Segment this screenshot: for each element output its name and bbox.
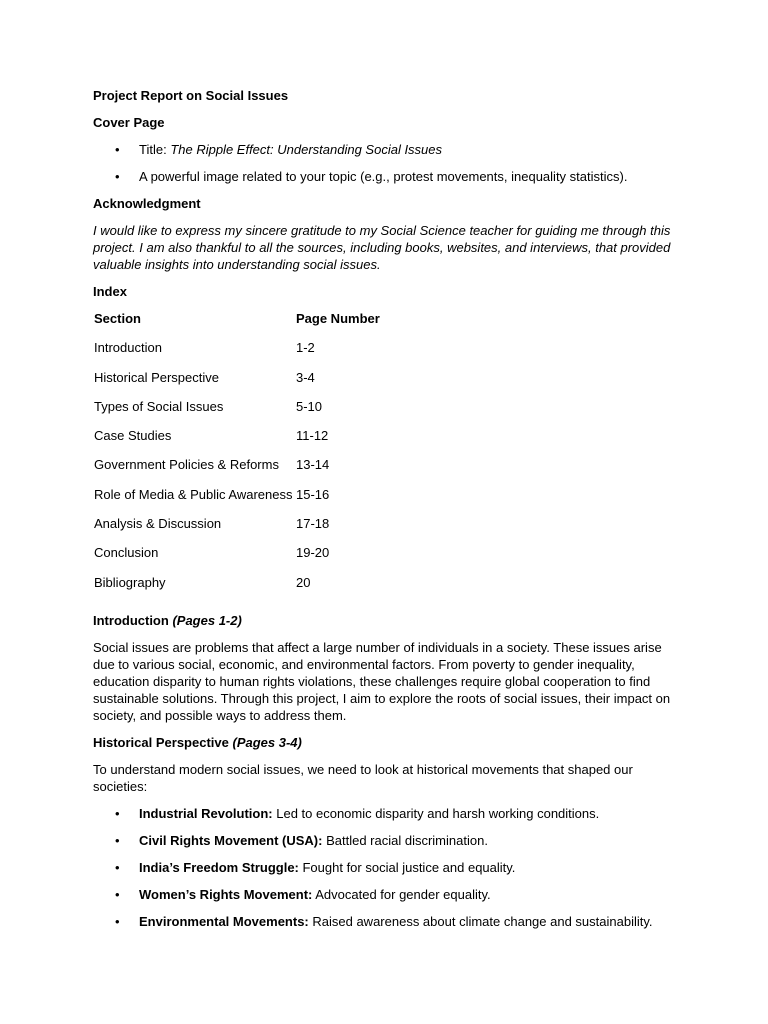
table-cell: 5-10 bbox=[296, 398, 323, 414]
history-item-desc: Raised awareness about climate change and sustainability. bbox=[308, 913, 653, 929]
introduction-heading-text: Introduction bbox=[93, 612, 169, 628]
table-cell: 17-18 bbox=[296, 516, 330, 532]
list-item bbox=[93, 913, 683, 930]
list-item bbox=[93, 859, 683, 876]
history-heading-text: Historical Perspective bbox=[93, 734, 229, 750]
history-item-desc: Fought for social justice and equality. bbox=[298, 859, 516, 875]
table-cell: 3-4 bbox=[296, 369, 315, 385]
history-item-term: India’s Freedom Struggle: bbox=[139, 859, 299, 875]
bullet: • bbox=[115, 913, 120, 929]
history-item-term: Environmental Movements: bbox=[139, 913, 309, 929]
introduction-pages: (Pages 1-2) bbox=[172, 612, 242, 628]
bullet: • bbox=[115, 832, 120, 848]
column-header: Section bbox=[94, 311, 141, 326]
table-cell: Introduction bbox=[94, 340, 162, 356]
bullet: • bbox=[115, 169, 120, 184]
table-header-row bbox=[94, 310, 416, 339]
history-pages: (Pages 3-4) bbox=[232, 734, 302, 750]
history-item-desc: Advocated for gender equality. bbox=[312, 886, 491, 902]
document-title: Project Report on Social Issues bbox=[93, 88, 289, 103]
table-cell: Types of Social Issues bbox=[94, 398, 224, 414]
history-item-term: Civil Rights Movement (USA): bbox=[139, 832, 323, 848]
history-text: To understand modern social issues, we need to look at historical movements that shaped our societies: bbox=[93, 761, 633, 794]
table-row bbox=[94, 456, 416, 485]
list-item bbox=[93, 168, 683, 185]
table-cell: 13-14 bbox=[296, 457, 330, 473]
introduction-text: Social issues are problems that affect a large number of individuals in a society. These issues arise due to various social, economic, and environmental factors. From poverty to gender inequality, education disparity to human rights violations, these challenges require global cooperation to find sustainable solutions. Through this project, I aim to explore the roots of social issues, their impact on society, and possible ways to address them. bbox=[93, 639, 671, 723]
table-cell: Case Studies bbox=[94, 428, 172, 444]
bullet: • bbox=[115, 886, 120, 902]
list-item bbox=[93, 886, 683, 903]
acknowledgment-heading: Acknowledgment bbox=[93, 196, 201, 211]
document-body bbox=[93, 87, 683, 940]
table-row bbox=[94, 544, 416, 573]
table-cell: 19-20 bbox=[296, 545, 330, 561]
history-item-desc: Battled racial discrimination. bbox=[322, 832, 488, 848]
bullet: • bbox=[115, 142, 120, 157]
table-cell: Analysis & Discussion bbox=[94, 516, 222, 532]
table-cell: 1-2 bbox=[296, 340, 315, 356]
table-row bbox=[94, 486, 416, 515]
table-cell: 15-16 bbox=[296, 486, 330, 502]
cover-item-text: A powerful image related to your topic (e.g., protest movements, inequality statistics). bbox=[139, 169, 628, 184]
table-row bbox=[94, 427, 416, 456]
cover-item-text: The Ripple Effect: Understanding Social Issues bbox=[170, 142, 443, 157]
table-cell: Conclusion bbox=[94, 545, 159, 561]
cover-item-prefix: Title: bbox=[139, 142, 171, 157]
table-row bbox=[94, 339, 416, 368]
table-cell: 11-12 bbox=[296, 428, 329, 444]
table-cell: Role of Media & Public Awareness bbox=[94, 486, 293, 502]
table-row bbox=[94, 515, 416, 544]
table-row bbox=[94, 574, 416, 603]
history-item-desc: Led to economic disparity and harsh working conditions. bbox=[272, 805, 600, 821]
index-heading: Index bbox=[93, 284, 127, 299]
history-item-term: Industrial Revolution: bbox=[139, 805, 273, 821]
list-item bbox=[93, 805, 683, 822]
history-item-term: Women’s Rights Movement: bbox=[139, 886, 313, 902]
column-header: Page Number bbox=[296, 311, 380, 326]
index-table bbox=[94, 310, 416, 603]
introduction-heading bbox=[93, 612, 683, 629]
table-cell: Historical Perspective bbox=[94, 369, 219, 385]
bullet: • bbox=[115, 805, 120, 821]
table-row bbox=[94, 369, 416, 398]
acknowledgment-text: I would like to express my sincere gratitude to my Social Science teacher for guiding me through this project. I am also thankful to all the sources, including books, websites, and interviews, that provided valuable insights into understanding social issues. bbox=[93, 223, 671, 272]
bullet: • bbox=[115, 859, 120, 875]
table-cell: Bibliography bbox=[94, 574, 166, 590]
list-item bbox=[93, 832, 683, 849]
table-row bbox=[94, 398, 416, 427]
table-cell: Government Policies & Reforms bbox=[94, 457, 279, 473]
history-heading bbox=[93, 734, 683, 751]
cover-heading: Cover Page bbox=[93, 115, 165, 130]
cover-list bbox=[93, 141, 683, 185]
list-item bbox=[93, 141, 683, 158]
history-list bbox=[93, 805, 683, 930]
table-cell: 20 bbox=[296, 574, 311, 590]
